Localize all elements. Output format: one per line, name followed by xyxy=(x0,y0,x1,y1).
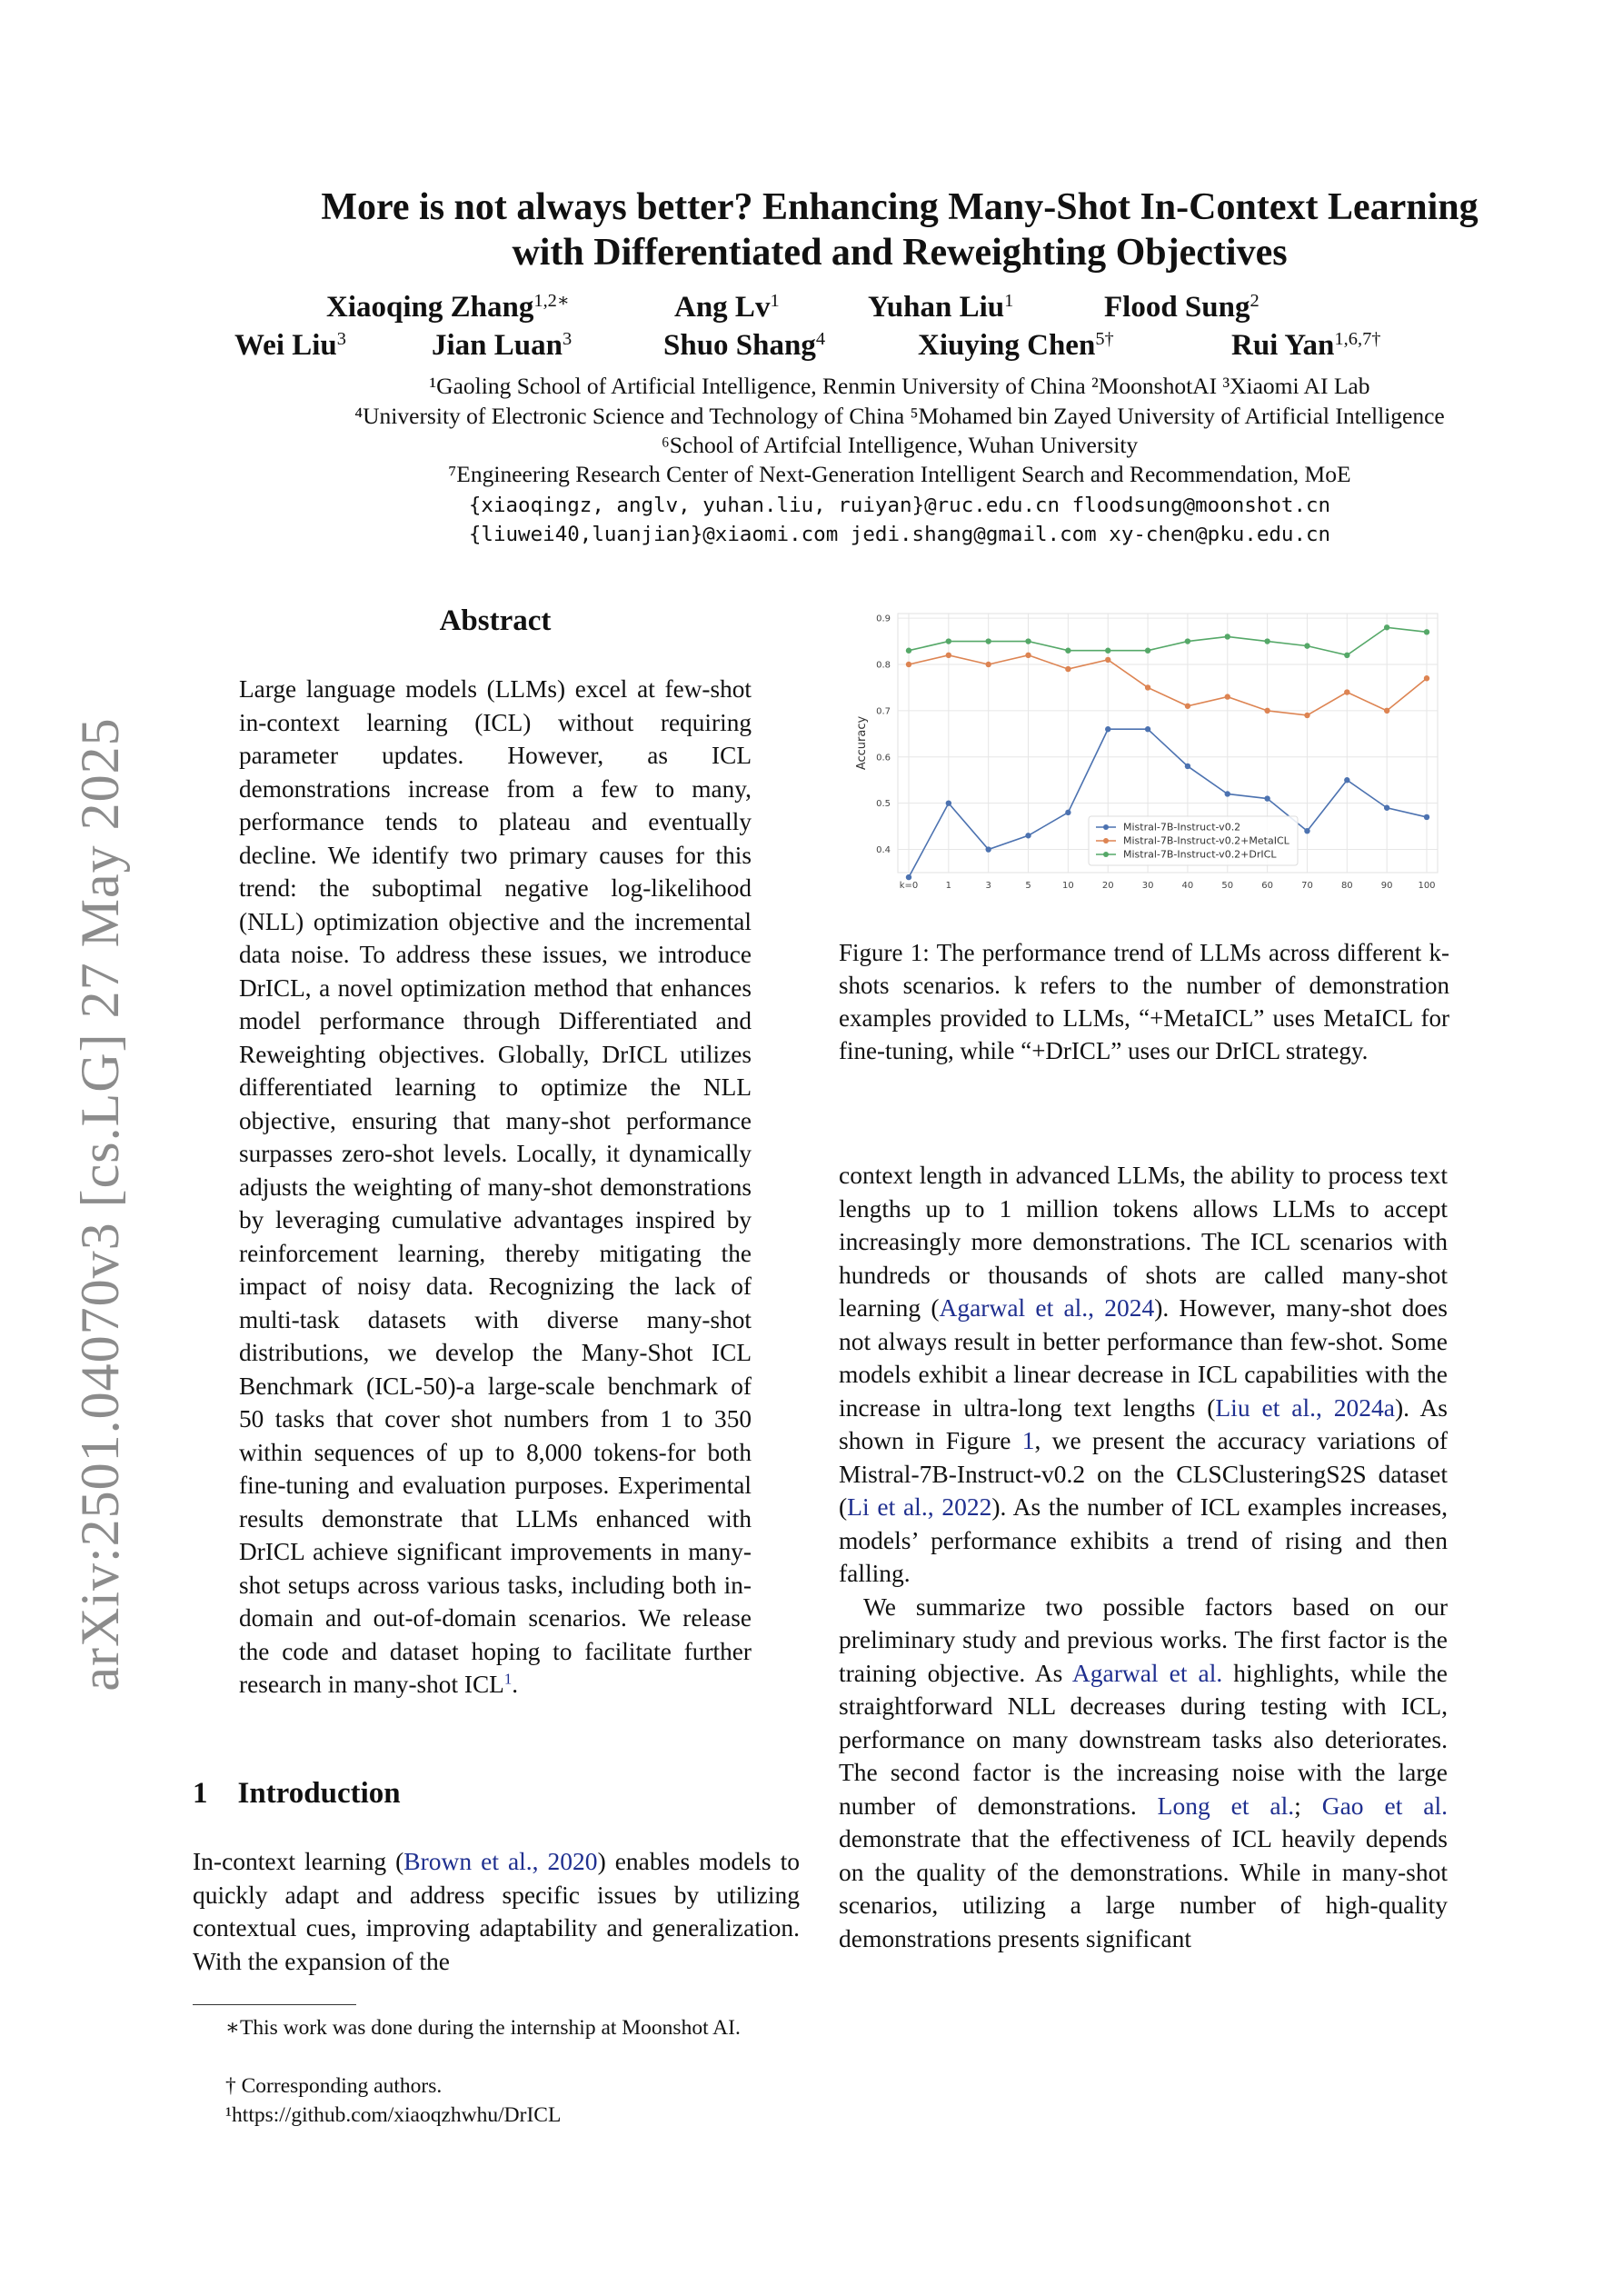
data-point xyxy=(1065,666,1070,672)
data-point xyxy=(1304,828,1309,834)
section-heading xyxy=(193,1777,401,1811)
author: Jian Luan$^3$ xyxy=(432,328,573,362)
x-tick-label: 10 xyxy=(1062,881,1074,891)
legend-swatch-marker xyxy=(1103,838,1109,844)
x-tick-label: 30 xyxy=(1141,881,1154,891)
data-point xyxy=(906,648,911,654)
data-point xyxy=(946,638,951,644)
x-tick-label: 20 xyxy=(1101,881,1114,891)
data-point xyxy=(1264,795,1270,801)
legend-label: Mistral-7B-Instruct-v0.2 xyxy=(1123,821,1241,834)
author: Rui Yan$^{1,6,7\dagger}$ xyxy=(1231,328,1381,362)
author: Ang Lv$^1$ xyxy=(674,290,780,324)
data-point xyxy=(1105,648,1110,654)
legend-swatch-marker xyxy=(1103,824,1109,830)
data-point xyxy=(985,638,991,644)
y-tick-label: 0.4 xyxy=(876,845,891,856)
affiliation-line: ¹Gaoling School of Artificial Intelligence, Renmin University of China ²MoonshotAI ³Xiaomi AI Lab xyxy=(429,373,1370,399)
figure-ref-link[interactable]: 1 xyxy=(1021,1426,1035,1454)
citation-link[interactable]: Brown et al., 2020 xyxy=(403,1847,598,1875)
footnote: † Corresponding authors. xyxy=(225,2074,443,2098)
data-point xyxy=(1225,634,1230,639)
y-tick-label: 0.8 xyxy=(876,660,891,671)
intro-paragraph: In-context learning (Brown et al., 2020) enables models to quickly adapt and address specific issues by utilizing contextual cues, improving adaptability and generalization. With the expansion of the xyxy=(193,1847,800,1975)
x-tick-label: 1 xyxy=(945,881,952,891)
data-point xyxy=(946,800,951,805)
data-point xyxy=(1304,713,1309,718)
y-tick-label: 0.7 xyxy=(876,706,891,717)
data-point xyxy=(1344,777,1349,783)
author: Xiuying Chen$^{5\dagger}$ xyxy=(918,328,1114,362)
y-tick-label: 0.6 xyxy=(876,753,891,764)
data-point xyxy=(1225,694,1230,699)
data-point xyxy=(1145,648,1150,654)
legend-label: Mistral-7B-Instruct-v0.2+MetaICL xyxy=(1123,834,1289,847)
authors-row-1 xyxy=(0,291,1623,327)
section-title: Introduction xyxy=(237,1777,401,1810)
data-point xyxy=(1065,648,1070,654)
figure-1-chart xyxy=(845,600,1454,909)
author: Yuhan Liu$^1$ xyxy=(868,290,1014,324)
x-tick-label: 40 xyxy=(1181,881,1194,891)
abstract-heading: Abstract xyxy=(439,604,552,637)
affiliation-line: ⁶School of Artifcial Intelligence, Wuhan University xyxy=(661,432,1139,458)
data-point xyxy=(946,653,951,658)
footnote-mark[interactable]: 1 xyxy=(503,1670,513,1688)
citation-link[interactable]: Liu et al., 2024a xyxy=(1215,1393,1395,1422)
title-line-1: More is not always better? Enhancing Many-Shot In-Context Learning xyxy=(321,186,1479,228)
data-point xyxy=(1145,726,1150,732)
footnote[interactable]: ¹https://github.com/xiaoqzhwhu/DrICL xyxy=(225,2103,562,2127)
data-point xyxy=(1025,833,1031,838)
data-point xyxy=(906,874,911,880)
arxiv-stamp: arXiv:2501.04070v3 [cs.LG] 27 May 2025 xyxy=(70,717,130,1692)
data-point xyxy=(985,846,991,852)
paper-title xyxy=(145,185,1623,275)
footnote: ∗This work was done during the internship at Moonshot AI. xyxy=(225,2016,741,2040)
body-paragraph: We summarize two possible factors based on our preliminary study and previous works. The first factor is the training objective. As Agarwal et al. highlights, while the straightforward NLL decreases during testing with ICL, performance on many downstream tasks also deteriorates. The second factor is the increasing noise with the large number of demonstrations. Long et al.; Gao et al. demonstrate that the effectiveness of ICL heavily depends on the quality of the demonstrations. While in many-shot scenarios, utilizing a large number of high-quality demonstrations presents significant xyxy=(839,1592,1448,1952)
data-point xyxy=(985,662,991,667)
data-point xyxy=(1025,653,1031,658)
affiliation-line: ⁷Engineering Research Center of Next-Generation Intelligent Search and Recommendation, MoE xyxy=(448,461,1351,487)
x-tick-label: 80 xyxy=(1340,881,1353,891)
abstract-text: Large language models (LLMs) excel at few-shot in-context learning (ICL) without requiring parameter updates. However, as ICL demonstrations increase from a few to many, performance tends to plateau and eventually decline. We identify two primary causes for this trend: the suboptimal negative log-likelihood (NLL) optimization objective and the incremental data noise. To address these issues, we introduce DrICL, a novel optimization method that enhances model performance through Differentiated and Reweighting objectives. Globally, DrICL utilizes differentiated learning to optimize the NLL objective, ensuring that many-shot performance surpasses zero-shot levels. Locally, it dynamically adjusts the weighting of many-shot demonstrations by leveraging cumulative advantages inspired by reinforcement learning, thereby mitigating the impact of noisy data. Recognizing the lack of multi-task datasets with diverse many-shot distributions, we develop the Many-Shot ICL Benchmark (ICL-50)-a large-scale benchmark of 50 tasks that cover shot numbers from 1 to 350 within sequences of up to 8,000 tokens-for both fine-tuning and evaluation purposes. Experimental results demonstrate that LLMs enhanced with DrICL achieve significant improvements in many-shot setups across various tasks, including both in-domain and out-of-domain scenarios. We release the code and dataset hoping to facilitate further research in many-shot ICL xyxy=(239,675,752,1698)
x-tick-label: 60 xyxy=(1261,881,1273,891)
line-chart xyxy=(845,600,1454,909)
data-point xyxy=(1185,704,1190,709)
authors-row-2 xyxy=(0,329,1623,365)
x-tick-label: 50 xyxy=(1221,881,1234,891)
affiliation-line: ⁴University of Electronic Science and Technology of China ⁵Mohamed bin Zayed University of Artificial Intelligence xyxy=(354,403,1445,429)
citation-link[interactable]: Gao et al. xyxy=(1321,1791,1448,1820)
title-line-2: with Differentiated and Reweighting Objectives xyxy=(512,232,1288,274)
data-point xyxy=(1025,638,1031,644)
author: Shuo Shang$^4$ xyxy=(663,328,826,362)
x-tick-label: k=0 xyxy=(899,881,919,891)
x-tick-label: 3 xyxy=(985,881,991,891)
data-point xyxy=(1304,643,1309,648)
body-paragraph: context length in advanced LLMs, the ability to process text lengths up to 1 million tokens allows LLMs to accept increasingly more demonstrations. The ICL scenarios with hundreds or thousands of shots are called many-shot learning (Agarwal et al., 2024). However, many-shot does not always result in better performance than few-shot. Some models exhibit a linear decrease in ICL capabilities with the increase in ultra-long text lengths (Liu et al., 2024a). As shown in Figure 1, we present the accuracy variations of Mistral-7B-Instruct-v0.2 on the CLSClusteringS2S dataset (Li et al., 2022). As the number of ICL examples increases, models’ performance exhibits a trend of rising and then falling. xyxy=(839,1161,1449,1587)
data-point xyxy=(1344,689,1349,694)
data-point xyxy=(1225,791,1230,796)
author: Xiaoqing Zhang$^{1,2∗}$ xyxy=(326,290,570,324)
citation-link[interactable]: Agarwal et al., 2024 xyxy=(939,1293,1155,1322)
right-column-body xyxy=(839,1159,1448,1955)
author: Wei Liu$^3$ xyxy=(234,328,346,362)
x-tick-label: 100 xyxy=(1418,881,1436,891)
data-point xyxy=(1105,657,1110,663)
abstract-body: Large language models (LLMs) excel at few-shot in-context learning (ICL) without requiring parameter updates. However, as ICL demonstrations increase from a few to many, performance tends to plateau and eventually decline. We identify two primary causes for this trend: the suboptimal negative log-likelihood (NLL) optimization objective and the incremental data noise. To address these issues, we introduce DrICL, a novel optimization method that enhances model performance through Differentiated and Reweighting objectives. Globally, DrICL utilizes differentiated learning to optimize the NLL objective, ensuring that many-shot performance surpasses zero-shot levels. Locally, it dynamically adjusts the weighting of many-shot demonstrations by leveraging cumulative advantages inspired by reinforcement learning, thereby mitigating the impact of noisy data. Recognizing the lack of multi-task datasets with diverse many-shot distributions, we develop the Many-Shot ICL Benchmark (ICL-50)-a large-scale benchmark of 50 tasks that cover shot numbers from 1 to 350 within sequences of up to 8,000 tokens-for both fine-tuning and evaluation purposes. Experimental results demonstrate that LLMs enhanced with DrICL achieve significant improvements in many-shot setups across various tasks, including both in-domain and out-of-domain scenarios. We release the code and dataset hoping to facilitate further research in many-shot ICL$^1$. xyxy=(239,675,752,1698)
email-line: {liuwei40,luanjian}@xiaomi.com jedi.shang@gmail.com xy-chen@pku.edu.cn xyxy=(468,523,1331,546)
legend-swatch-marker xyxy=(1103,852,1109,857)
data-point xyxy=(1185,764,1190,769)
x-tick-label: 90 xyxy=(1380,881,1393,891)
data-point xyxy=(1424,814,1429,820)
author: Flood Sung$^2$ xyxy=(1104,290,1260,324)
data-point xyxy=(906,662,911,667)
data-point xyxy=(1384,805,1389,811)
data-point xyxy=(1145,684,1150,690)
data-point xyxy=(1384,624,1389,630)
data-point xyxy=(1264,638,1270,644)
data-point xyxy=(1344,653,1349,658)
data-point xyxy=(1384,708,1389,714)
y-tick-label: 0.9 xyxy=(876,614,891,624)
footnote-rule xyxy=(193,2004,356,2005)
figure-caption: Figure 1: The performance trend of LLMs across different k-shots scenarios. k refers to the number of demonstration examples provided to LLMs, “+MetaICL” uses MetaICL for fine-tuning, while “+DrICL” uses our DrICL strategy. xyxy=(839,939,1449,1064)
data-point xyxy=(1105,726,1110,732)
x-tick-label: 5 xyxy=(1025,881,1031,891)
y-tick-label: 0.5 xyxy=(876,799,891,810)
x-tick-label: 70 xyxy=(1301,881,1313,891)
citation-link[interactable]: Long et al. xyxy=(1157,1791,1295,1820)
data-point xyxy=(1424,629,1429,634)
section-number: 1 xyxy=(193,1777,208,1810)
data-point xyxy=(1185,638,1190,644)
citation-link[interactable]: Agarwal et al. xyxy=(1071,1658,1223,1687)
citation-link[interactable]: Li et al., 2022 xyxy=(847,1492,992,1521)
data-point xyxy=(1424,675,1429,681)
legend-label: Mistral-7B-Instruct-v0.2+DrICL xyxy=(1123,848,1277,861)
data-point xyxy=(1065,810,1070,815)
email-line: {xiaoqingz, anglv, yuhan.liu, ruiyan}@ruc.edu.cn floodsung@moonshot.cn xyxy=(468,494,1331,517)
data-point xyxy=(1264,708,1270,714)
y-axis-label: Accuracy xyxy=(855,715,869,771)
